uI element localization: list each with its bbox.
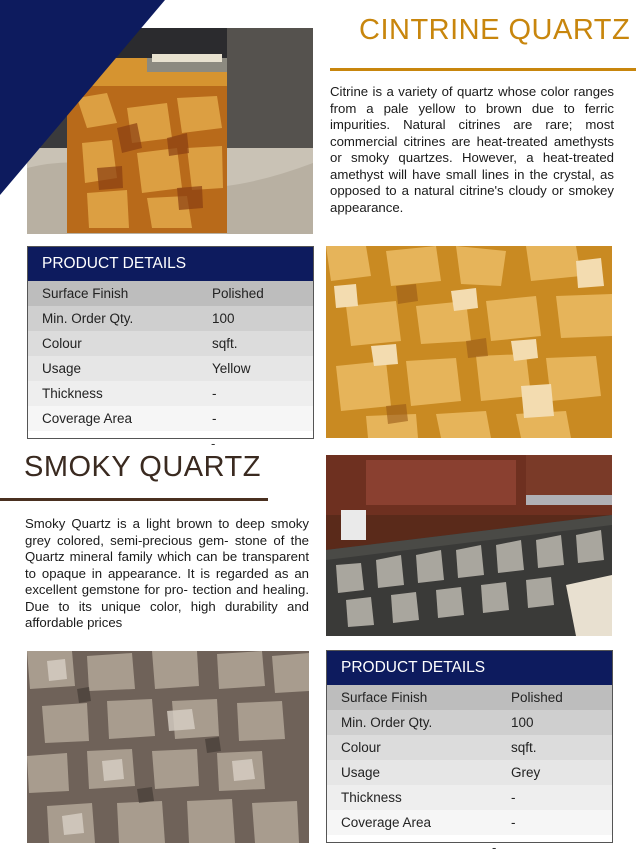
table-row [28,306,313,331]
table-row [327,785,612,810]
row-label: Surface Finish [341,690,428,705]
citrine-details-header: PRODUCT DETAILS [28,247,313,281]
smoky-trailing-dash: - [492,840,497,855]
row-label: Thickness [341,790,402,805]
row-label: Min. Order Qty. [341,715,433,730]
smoky-description: Smoky Quartz is a light brown to deep smoky grey colored, semi-precious gem- stone of the Quartz mineral family which can be transparent to opaque in appearance. It is regarded as an excellent gemstone for pro- tection and healing. Due to its unique color, high durability and affordable prices [25,516,309,630]
row-value: - [511,815,516,830]
row-value: Polished [212,286,264,301]
citrine-trailing-dash: - [211,436,216,451]
table-row [28,331,313,356]
smoky-details-header: PRODUCT DETAILS [327,651,612,685]
smoky-slab-photo [27,651,309,843]
table-row [28,381,313,406]
row-value: Grey [511,765,541,780]
row-value: 100 [511,715,534,730]
table-row [327,735,612,760]
row-label: Thickness [42,386,103,401]
table-row [327,760,612,785]
table-row [28,281,313,306]
row-value: - [212,386,217,401]
row-value: sqft. [212,336,238,351]
row-label: Usage [42,361,82,376]
row-label: Usage [341,765,381,780]
table-row [28,406,313,431]
row-label: Coverage Area [341,815,432,830]
row-value: - [511,790,516,805]
row-value: Polished [511,690,563,705]
row-value: Yellow [212,361,251,376]
corner-triangle-decoration [0,0,170,200]
row-value: - [212,411,217,426]
citrine-title: CINTRINE QUARTZ [359,14,631,46]
row-label: Min. Order Qty. [42,311,134,326]
smoky-title-rule [0,498,268,501]
table-row [28,356,313,381]
citrine-description: Citrine is a variety of quartz whose color ranges from a pale yellow to brown due to ferric impurities. Natural citrines are rare; most commercial citrines are heat-treated amethysts or smoky quartzes. However, a heat-treated amethyst will have small lines in the crystal, as opposed to a natural citrine's cloudy or smokey appearance. [330,84,614,215]
row-value: 100 [212,311,235,326]
smoky-title: SMOKY QUARTZ [24,451,261,483]
row-label: Surface Finish [42,286,129,301]
table-row [327,710,612,735]
row-label: Colour [42,336,82,351]
row-value: sqft. [511,740,537,755]
citrine-product-details-table [27,246,314,439]
citrine-title-rule [330,68,636,71]
row-label: Colour [341,740,381,755]
table-row [327,685,612,710]
smoky-product-details-table [326,650,613,843]
citrine-slab-photo [326,246,612,438]
smoky-counter-photo [326,455,612,636]
row-label: Coverage Area [42,411,133,426]
table-row [327,810,612,835]
